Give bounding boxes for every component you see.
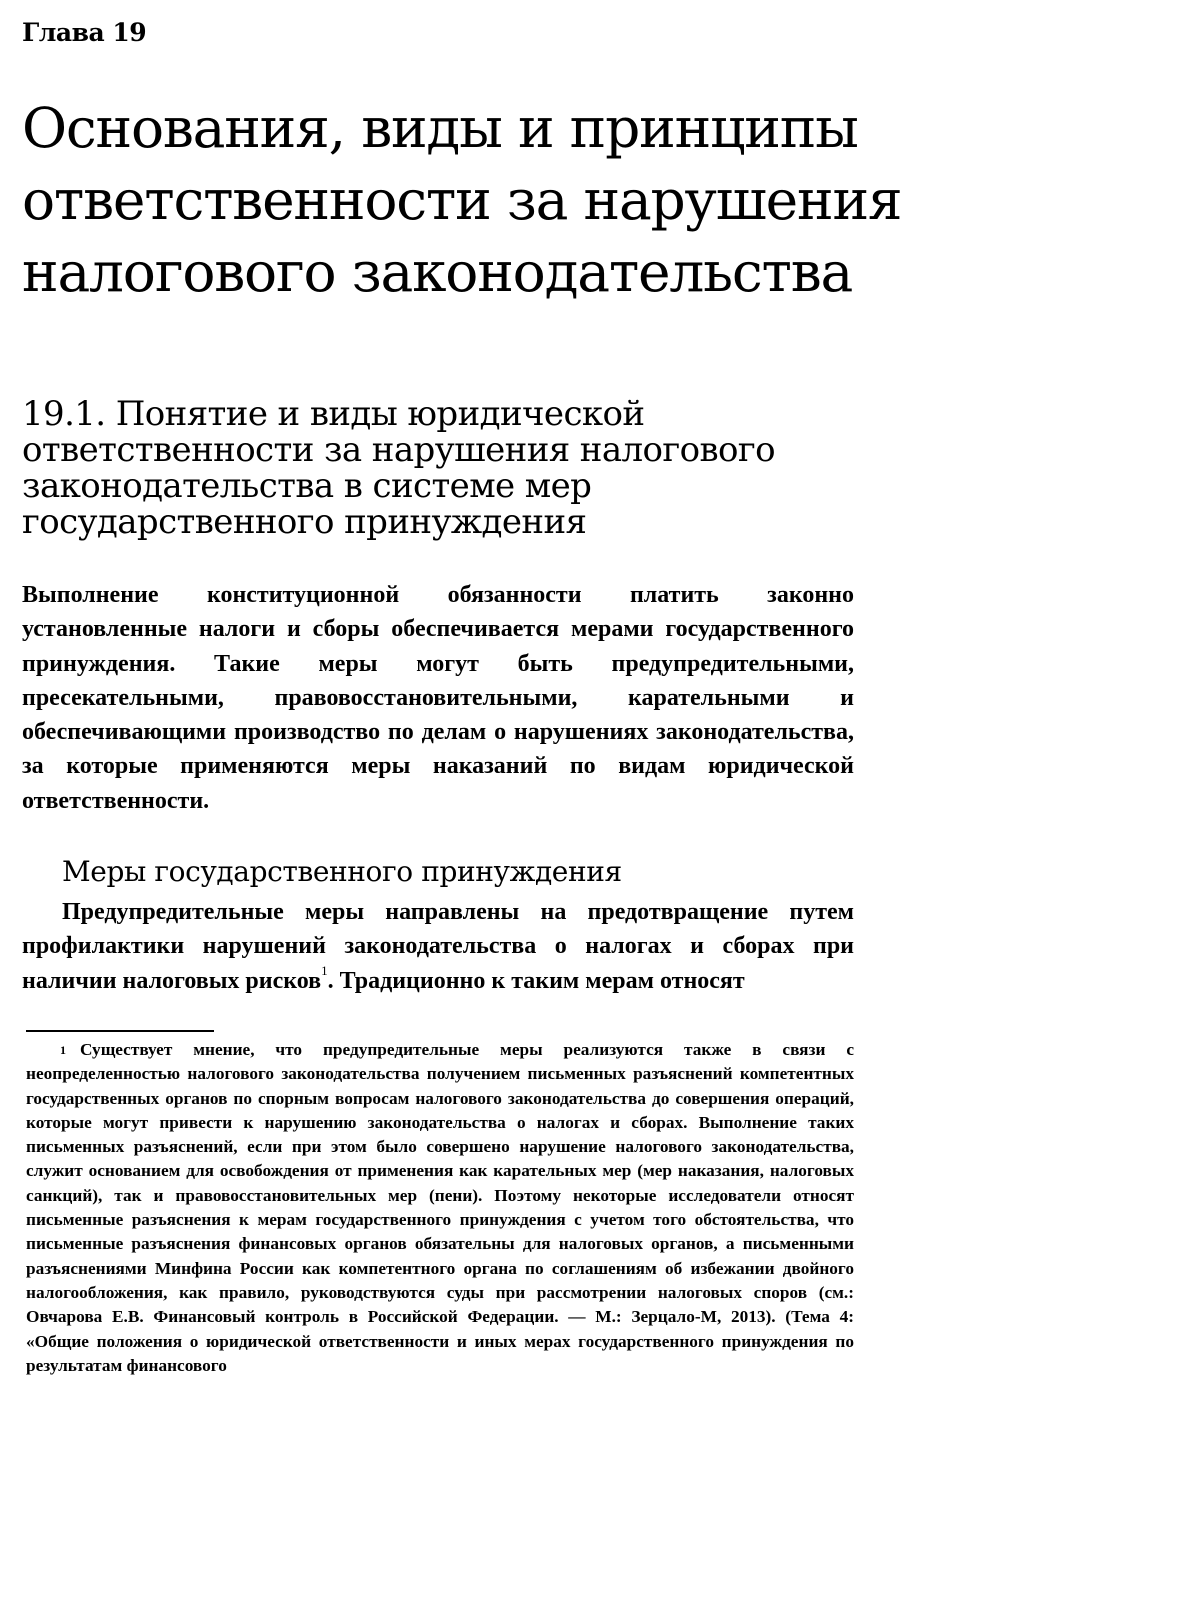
footnote-divider [26, 1030, 214, 1032]
measures-paragraph [22, 895, 854, 998]
measures-term: Предупредительные меры [62, 899, 365, 925]
footnote-mark: 1 [60, 1043, 66, 1057]
measures-tail: . Традиционно к таким мерам относят [327, 967, 745, 994]
footnote [26, 1038, 854, 1378]
chapter-label: Глава 19 [22, 18, 147, 47]
intro-paragraph: Выполнение конституционной обязанности платить законно установленные налоги и сборы обеспечивается мерами государственного принуждения. Такие меры могут быть предупредительными, пресекательными, правовосстановительными, карательными и обеспечивающими производство по делам о нарушениях законодательства, за которые применяются меры наказаний по видам юридической ответственности. [22, 582, 854, 814]
subheading: Меры государственного принуждения [62, 855, 622, 888]
chapter-title: Основания, виды и принципы ответственности за нарушения налогового законодательства [22, 96, 902, 304]
footnote-reference[interactable]: 1 [321, 962, 328, 978]
footnote-text: Существует мнение, что предупредительные меры реализуются также в связи с неопределенностью налогового законодательства получением письменных разъяснений компетентных государственных органов по спорным вопросам налогового законодательства до совершения операций, которые могут привести к нарушению законодательства о налогах и сборах. Выполнение таких письменных разъяснений, если при этом было совершено нарушение налогового законодательства, служит основанием для освобождения от применения как карательных мер (мер наказания, налоговых санкций), так и правовосстановительных мер (пени). Поэтому некоторые исследователи относят письменные разъяснения к мерам государственного принуждения с учетом того обстоятельства, что письменные разъяснения финансовых органов обязательны для налоговых органов, а письменными разъяснениями Минфина России как компетентного органа по соглашениям об избежании двойного налогообложения, как правило, руководствуются суды при рассмотрении налоговых споров (см.: Овчарова Е.В. Финансовый контроль в Российской Федерации. — М.: Зерцало-М, 2013). (Тема 4: «Общие положения о юридической ответственности и иных мерах государственного принуждения по результатам финансового [26, 1040, 854, 1375]
section-title: 19.1. Понятие и виды юридической ответственности за нарушения налогового законодательства в системе мер государственного принуждения [22, 394, 775, 542]
measures-text: направлены на предотвращение путем профилактики нарушений законодательства о налогах и сборах при наличии налоговых рисков [22, 899, 854, 994]
